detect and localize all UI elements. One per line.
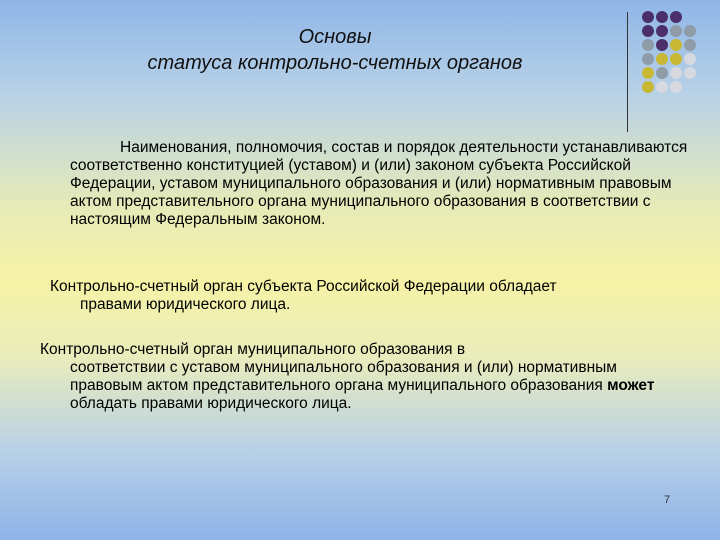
decorative-dot xyxy=(642,11,654,23)
decorative-dot xyxy=(642,39,654,51)
paragraph-3-text-before: соответствии с уставом муниципального образования и (или) нормативным правовым актом представительного органа муниципального образования xyxy=(70,359,617,394)
paragraph-3-text-after: обладать правами юридического лица. xyxy=(70,395,352,412)
decorative-dot xyxy=(656,67,668,79)
slide-title xyxy=(60,24,610,76)
paragraph-3-continuation xyxy=(40,359,690,413)
paragraph-2 xyxy=(50,278,690,314)
page-number: 7 xyxy=(664,494,671,506)
decorative-dot xyxy=(684,53,696,65)
decorative-dot xyxy=(642,25,654,37)
decorative-dot xyxy=(642,67,654,79)
decorative-dot-grid xyxy=(640,10,710,110)
title-line-2: статуса контрольно-счетных органов xyxy=(147,52,523,74)
decorative-dot xyxy=(670,25,682,37)
decorative-dot xyxy=(656,53,668,65)
decorative-dot xyxy=(684,25,696,37)
vertical-divider xyxy=(627,12,628,132)
decorative-dot xyxy=(684,39,696,51)
paragraph-3-first-line: Контрольно-счетный орган муниципального образования в xyxy=(40,341,466,358)
decorative-dot xyxy=(670,39,682,51)
paragraph-2-continuation: правами юридического лица. xyxy=(80,296,291,313)
paragraph-1: Наименования, полномочия, состав и порядок деятельности устанавливаются соответственно конституцией (уставом) и (или) законом субъекта Российской Федерации, уставом муниципального образования и (или) нормативным правовым актом представительного органа муниципального образования в соответствии с настоящим Федеральным законом. xyxy=(70,139,688,228)
decorative-dot xyxy=(670,53,682,65)
decorative-dot xyxy=(670,11,682,23)
paragraph-3 xyxy=(40,341,690,413)
decorative-dot xyxy=(656,81,668,93)
decorative-dot xyxy=(642,81,654,93)
decorative-dot xyxy=(656,25,668,37)
decorative-dot xyxy=(656,39,668,51)
decorative-dot xyxy=(670,67,682,79)
decorative-dot xyxy=(656,11,668,23)
decorative-dot xyxy=(642,53,654,65)
decorative-dot xyxy=(684,67,696,79)
paragraph-2-first-line: Контрольно-счетный орган субъекта Российской Федерации обладает xyxy=(50,278,557,295)
decorative-dot xyxy=(670,81,682,93)
paragraph-3-bold-word: может xyxy=(607,377,655,394)
title-line-1: Основы xyxy=(298,26,372,48)
